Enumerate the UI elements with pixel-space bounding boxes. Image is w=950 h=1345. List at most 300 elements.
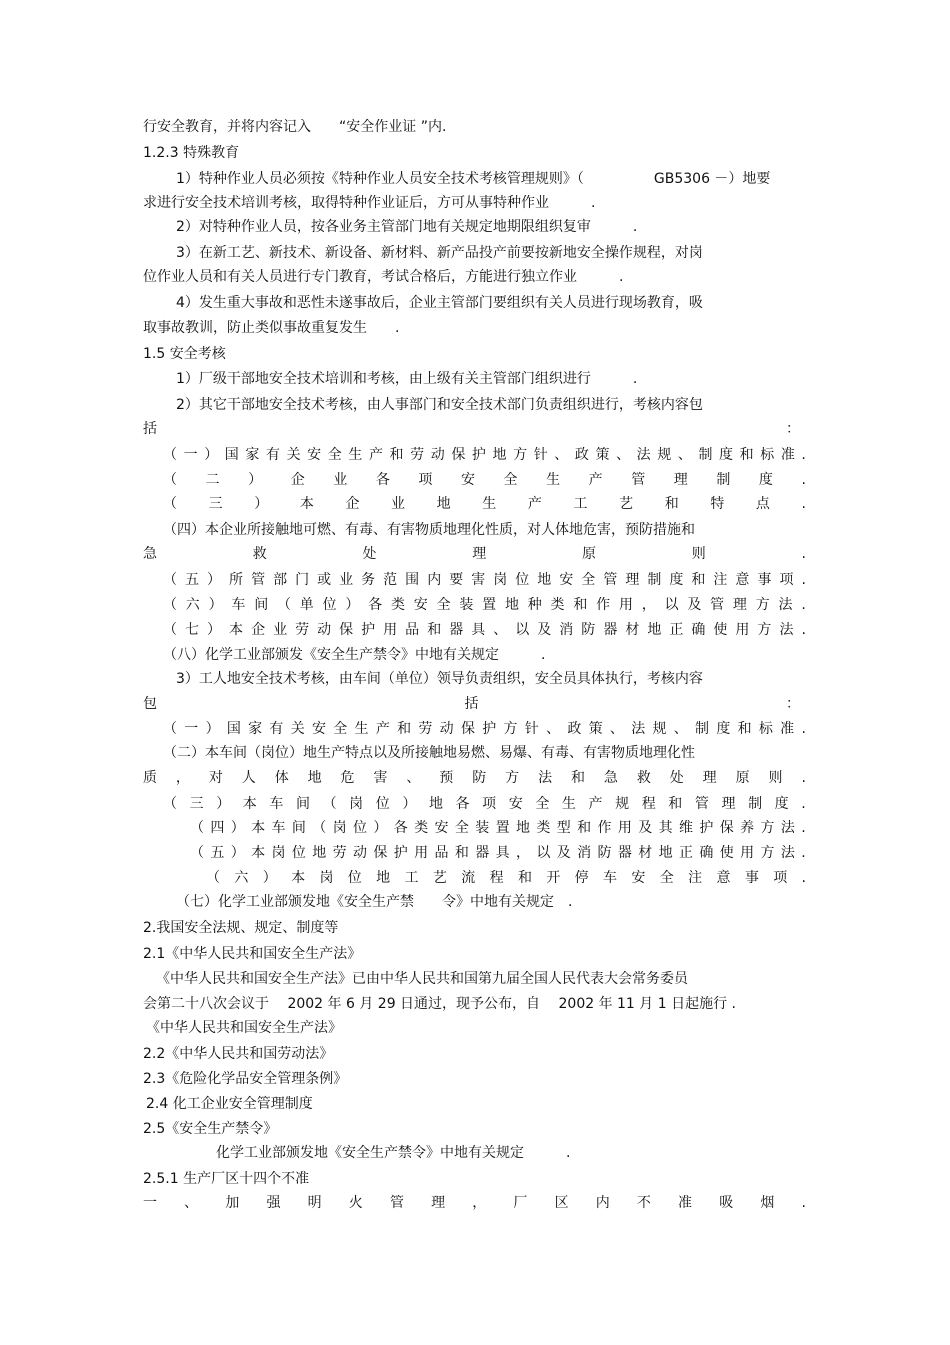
char: 度 bbox=[716, 721, 731, 737]
char: 业 bbox=[273, 622, 288, 638]
char: 安 bbox=[311, 721, 326, 737]
char: （ bbox=[163, 622, 177, 638]
text-line: 1）厂级干部地安全技术培训和考核，由上级有关主管部门组织进行 . bbox=[176, 371, 638, 387]
char: （ bbox=[163, 447, 177, 463]
char: 和 bbox=[739, 447, 754, 463]
char: ） bbox=[254, 496, 269, 512]
char: . bbox=[801, 622, 806, 638]
char: 四 bbox=[210, 820, 225, 836]
char: 度 bbox=[719, 447, 734, 463]
char: 岗 bbox=[271, 845, 286, 861]
char: 原 bbox=[582, 546, 596, 562]
char: 以 bbox=[515, 622, 530, 638]
char: 以 bbox=[536, 845, 551, 861]
char: 人 bbox=[241, 770, 256, 786]
char: 二 bbox=[205, 472, 220, 488]
char: 有 bbox=[265, 447, 280, 463]
char: 理 bbox=[702, 770, 717, 786]
char: 用 bbox=[618, 597, 633, 613]
text-line bbox=[143, 545, 806, 563]
char: 处 bbox=[362, 546, 377, 562]
char: 地 bbox=[658, 845, 673, 861]
char: 保 bbox=[719, 820, 734, 836]
text-line: 1.5 安全考核 bbox=[143, 346, 226, 362]
char: 管 bbox=[389, 1195, 404, 1211]
char: 关 bbox=[286, 447, 301, 463]
char: 项 bbox=[418, 472, 433, 488]
char: 地 bbox=[307, 770, 322, 786]
text-line: 2.4 化工企业安全管理制度 bbox=[146, 1096, 313, 1112]
char: 政 bbox=[567, 721, 582, 737]
char: 生 bbox=[546, 472, 561, 488]
char: 劳 bbox=[295, 622, 310, 638]
text-line bbox=[143, 420, 800, 438]
text-line bbox=[163, 446, 806, 464]
char: ） bbox=[216, 796, 231, 812]
text-line: （二）本车间（岗位）地生产特点以及所接触地易燃、易爆、有毒、有害物质地理化性 bbox=[163, 745, 695, 761]
text-line: 2.1《中华人民共和国安全生产法》 bbox=[143, 946, 362, 962]
char: 、 bbox=[609, 721, 624, 737]
text-line bbox=[163, 621, 806, 639]
char: 法 bbox=[636, 447, 651, 463]
char: 法 bbox=[631, 721, 646, 737]
text-line: 取事故教训，防止类似事故重复发生 . bbox=[143, 320, 400, 336]
text-line: 3）工人地安全技术考核，由车间（单位）领导负责组织，安全员具体执行，考核内容 bbox=[176, 671, 703, 687]
char: 法 bbox=[779, 622, 794, 638]
char: 正 bbox=[669, 622, 684, 638]
char: 危 bbox=[340, 770, 355, 786]
char: 间 bbox=[254, 597, 269, 613]
char: 安 bbox=[434, 820, 449, 836]
char: 、 bbox=[673, 721, 688, 737]
char: 地 bbox=[428, 796, 443, 812]
char: ） bbox=[205, 721, 220, 737]
char: 置 bbox=[482, 597, 497, 613]
char: 保 bbox=[373, 845, 388, 861]
char: . bbox=[801, 820, 806, 836]
char: 生 bbox=[482, 496, 497, 512]
char: 地 bbox=[376, 870, 391, 886]
char: 单 bbox=[299, 597, 314, 613]
char: 家 bbox=[248, 721, 263, 737]
char: 本 bbox=[242, 796, 257, 812]
char: . bbox=[801, 770, 806, 786]
text-line bbox=[190, 844, 806, 862]
char: 、 bbox=[546, 721, 561, 737]
char: ） bbox=[230, 845, 245, 861]
char: 开 bbox=[546, 870, 561, 886]
char: 产 bbox=[588, 472, 603, 488]
char: 厂 bbox=[513, 1195, 528, 1211]
char: 制 bbox=[647, 572, 662, 588]
char: 和 bbox=[517, 870, 532, 886]
char: 作 bbox=[596, 597, 611, 613]
char: 管 bbox=[251, 572, 266, 588]
char: （ bbox=[163, 472, 177, 488]
char: 各 bbox=[375, 472, 390, 488]
char: 和 bbox=[454, 845, 469, 861]
char: 理 bbox=[431, 1195, 446, 1211]
text-line: 求进行安全技术培训考核，取得特种作业证后，方可从事特种作业 . bbox=[143, 195, 596, 211]
char: 用 bbox=[414, 845, 429, 861]
char: 明 bbox=[307, 1195, 322, 1211]
char: 制 bbox=[695, 721, 710, 737]
char: 和 bbox=[397, 721, 412, 737]
char: . bbox=[801, 546, 806, 562]
char: 各 bbox=[393, 820, 408, 836]
char: 五 bbox=[210, 845, 225, 861]
char: 括 bbox=[143, 421, 157, 437]
char: 护 bbox=[699, 820, 714, 836]
char: 地 bbox=[516, 820, 530, 836]
char: 全 bbox=[535, 796, 550, 812]
char: 类 bbox=[414, 820, 429, 836]
char: 动 bbox=[317, 622, 332, 638]
char: ） bbox=[208, 597, 223, 613]
char: 制 bbox=[716, 472, 731, 488]
text-line: 1）特种作业人员必须按《特种作业人员安全技术考核管理规则》（ GB5306 －）地要 bbox=[176, 171, 771, 187]
char: . bbox=[801, 472, 806, 488]
char: 各 bbox=[455, 796, 470, 812]
char: 护 bbox=[482, 721, 497, 737]
char: 程 bbox=[641, 796, 656, 812]
char: ， bbox=[516, 845, 530, 861]
char: 岗 bbox=[332, 820, 347, 836]
char: ： bbox=[786, 696, 800, 712]
char: 地 bbox=[647, 622, 662, 638]
char: 管 bbox=[603, 572, 618, 588]
char: 五 bbox=[185, 572, 200, 588]
char: 规 bbox=[615, 796, 630, 812]
char: 生 bbox=[561, 796, 576, 812]
char: 安 bbox=[307, 447, 322, 463]
char: 产 bbox=[527, 496, 542, 512]
char: 用 bbox=[617, 820, 632, 836]
char: 和 bbox=[691, 572, 706, 588]
char: 安 bbox=[460, 472, 475, 488]
char: 保 bbox=[451, 447, 466, 463]
char: 生 bbox=[354, 721, 369, 737]
char: 、 bbox=[554, 447, 569, 463]
char: 害 bbox=[471, 572, 486, 588]
char: 装 bbox=[459, 597, 474, 613]
text-line bbox=[163, 720, 806, 738]
char: 务 bbox=[361, 572, 376, 588]
char: 及 bbox=[687, 597, 702, 613]
char: 保 bbox=[460, 721, 475, 737]
char: 本 bbox=[291, 870, 306, 886]
char: 门 bbox=[295, 572, 310, 588]
char: 救 bbox=[636, 770, 651, 786]
char: . bbox=[801, 572, 806, 588]
text-line: （七）化学工业部颁发地《安全生产禁 令》中地有关规定 . bbox=[176, 894, 573, 910]
char: 不 bbox=[636, 1195, 651, 1211]
char: 具 bbox=[495, 845, 510, 861]
char: 方 bbox=[505, 770, 520, 786]
char: 器 bbox=[617, 845, 632, 861]
char: 地 bbox=[312, 845, 327, 861]
char: 所 bbox=[229, 572, 244, 588]
char: 岗 bbox=[349, 796, 364, 812]
char: （ bbox=[163, 572, 177, 588]
char: 方 bbox=[755, 597, 770, 613]
char: 项 bbox=[482, 796, 497, 812]
char: 、 bbox=[493, 622, 508, 638]
char: ） bbox=[248, 472, 263, 488]
char: 全 bbox=[503, 472, 518, 488]
text-line bbox=[163, 471, 806, 489]
char: 预 bbox=[439, 770, 454, 786]
char: （ bbox=[163, 496, 177, 512]
char: 位 bbox=[353, 820, 367, 836]
char: 意 bbox=[735, 572, 750, 588]
char: 防 bbox=[581, 622, 596, 638]
char: 事 bbox=[757, 572, 772, 588]
char: 项 bbox=[779, 572, 794, 588]
char: 方 bbox=[503, 721, 518, 737]
text-line: 会第二十八次会议于 2002 年 6 月 29 日通过，现予公布，自 2002 年 11 月 1 日起施行 . bbox=[143, 996, 737, 1012]
char: 度 bbox=[774, 796, 789, 812]
char: 法 bbox=[778, 597, 793, 613]
char: 车 bbox=[271, 820, 286, 836]
char: 特 bbox=[710, 496, 725, 512]
text-line bbox=[143, 769, 806, 787]
char: 法 bbox=[538, 770, 553, 786]
text-line: 《中华人民共和国安全生产法》已由中华人民共和国第九届全国人民代表大会常务委员 bbox=[156, 971, 688, 987]
char: （ bbox=[190, 820, 204, 836]
char: 类 bbox=[550, 597, 565, 613]
char: 三 bbox=[208, 496, 223, 512]
char: 事 bbox=[744, 870, 759, 886]
text-line: 1.2.3 特殊教育 bbox=[143, 145, 240, 161]
char: 急 bbox=[603, 770, 618, 786]
char: 准 bbox=[678, 1195, 693, 1211]
char: 包 bbox=[143, 696, 157, 712]
char: 法 bbox=[780, 820, 795, 836]
char: 和 bbox=[577, 820, 592, 836]
char: . bbox=[801, 721, 806, 737]
char: 防 bbox=[472, 770, 487, 786]
char: 一 bbox=[183, 447, 198, 463]
char: 管 bbox=[694, 796, 709, 812]
char: 防 bbox=[597, 845, 612, 861]
char: 国 bbox=[226, 721, 241, 737]
char: 地 bbox=[492, 447, 507, 463]
char: 护 bbox=[393, 845, 408, 861]
char: 、 bbox=[677, 447, 692, 463]
char: 项 bbox=[773, 870, 788, 886]
char: （ bbox=[163, 597, 177, 613]
char: 和 bbox=[427, 622, 442, 638]
char: 动 bbox=[353, 845, 367, 861]
char: 企 bbox=[345, 496, 360, 512]
char: 业 bbox=[333, 472, 348, 488]
char: 注 bbox=[688, 870, 703, 886]
char: 车 bbox=[231, 597, 246, 613]
char: . bbox=[801, 870, 806, 886]
char: ） bbox=[204, 447, 219, 463]
char: 及 bbox=[638, 820, 653, 836]
char: . bbox=[801, 845, 806, 861]
text-line bbox=[163, 596, 806, 614]
char: （ bbox=[276, 597, 291, 613]
char: 关 bbox=[290, 721, 305, 737]
text-line: 2.我国安全法规、规定、制度等 bbox=[143, 920, 339, 936]
char: 方 bbox=[513, 447, 528, 463]
char: 家 bbox=[245, 447, 260, 463]
char: （ bbox=[206, 870, 220, 886]
char: 本 bbox=[229, 622, 244, 638]
char: 具 bbox=[471, 622, 486, 638]
char: 用 bbox=[383, 622, 398, 638]
char: 器 bbox=[449, 622, 464, 638]
char: . bbox=[801, 1195, 806, 1211]
char: 器 bbox=[603, 622, 618, 638]
text-line bbox=[163, 795, 806, 813]
char: ， bbox=[175, 770, 190, 786]
char: 和 bbox=[668, 796, 683, 812]
text-line: 3）在新工艺、新技术、新设备、新材料、新产品投产前要按新地安全操作规程，对岗 bbox=[176, 245, 703, 261]
text-line: 位作业人员和有关人员进行专门教育，考试合格后，方能进行独立作业 . bbox=[143, 269, 624, 285]
char: 以 bbox=[664, 597, 679, 613]
char: 范 bbox=[383, 572, 398, 588]
text-line: 2）其它干部地安全技术考核，由人事部门和安全技术部门负责组织进行，考核内容包 bbox=[176, 397, 703, 413]
char: 原 bbox=[735, 770, 750, 786]
char: ， bbox=[641, 597, 656, 613]
char: （ bbox=[322, 796, 337, 812]
char: 理 bbox=[732, 597, 747, 613]
char: 和 bbox=[389, 447, 404, 463]
char: 规 bbox=[652, 721, 667, 737]
text-line bbox=[143, 1194, 806, 1212]
char: 处 bbox=[669, 770, 684, 786]
text-line: 行安全教育，并将内容记入 “安全作业证 ”内. bbox=[143, 119, 447, 135]
char: 强 bbox=[266, 1195, 281, 1211]
char: 意 bbox=[716, 870, 731, 886]
char: （ bbox=[163, 721, 177, 737]
char: 保 bbox=[339, 622, 354, 638]
char: 有 bbox=[269, 721, 284, 737]
char: 要 bbox=[449, 572, 464, 588]
char: . bbox=[801, 796, 806, 812]
char: 区 bbox=[554, 1195, 569, 1211]
char: 位 bbox=[291, 845, 306, 861]
char: 间 bbox=[291, 820, 306, 836]
char: 正 bbox=[679, 845, 693, 861]
char: 则 bbox=[768, 770, 783, 786]
char: 、 bbox=[616, 447, 631, 463]
char: 各 bbox=[368, 597, 383, 613]
char: 制 bbox=[748, 796, 763, 812]
char: 、 bbox=[184, 1195, 199, 1211]
char: 产 bbox=[368, 447, 383, 463]
char: 急 bbox=[143, 546, 157, 562]
char: 装 bbox=[475, 820, 490, 836]
char: 制 bbox=[698, 447, 713, 463]
char: 全 bbox=[436, 597, 451, 613]
char: 一 bbox=[184, 721, 199, 737]
char: ， bbox=[472, 1195, 487, 1211]
char: 产 bbox=[588, 796, 603, 812]
char: 间 bbox=[295, 796, 310, 812]
char: 火 bbox=[348, 1195, 363, 1211]
char: 企 bbox=[251, 622, 266, 638]
char: 方 bbox=[760, 845, 775, 861]
char: 安 bbox=[559, 572, 574, 588]
char: 注 bbox=[713, 572, 728, 588]
char: 法 bbox=[780, 845, 795, 861]
text-line: 4）发生重大事故和恶性未遂事故后，企业主管部门要组织有关人员进行现场教育，吸 bbox=[176, 295, 703, 311]
char: 劳 bbox=[418, 721, 433, 737]
char: ） bbox=[345, 597, 360, 613]
char: 使 bbox=[719, 845, 734, 861]
text-line bbox=[163, 495, 806, 513]
char: 救 bbox=[252, 546, 267, 562]
char: 度 bbox=[669, 572, 684, 588]
char: 业 bbox=[391, 496, 406, 512]
char: 策 bbox=[595, 447, 610, 463]
char: 针 bbox=[533, 447, 548, 463]
char: ） bbox=[373, 820, 388, 836]
char: 规 bbox=[657, 447, 672, 463]
char: 全 bbox=[581, 572, 596, 588]
char: 及 bbox=[556, 845, 571, 861]
char: 岗 bbox=[319, 870, 334, 886]
char: 安 bbox=[631, 870, 646, 886]
char: 生 bbox=[348, 447, 363, 463]
char: 管 bbox=[710, 597, 725, 613]
text-line: 2.5《安全生产禁令》 bbox=[143, 1121, 278, 1137]
char: （ bbox=[312, 820, 327, 836]
char: 点 bbox=[755, 496, 770, 512]
text-line: 2）对特种作业人员，按各业务主管部门地有关规定地期限组织复审 . bbox=[176, 219, 638, 235]
char: 品 bbox=[405, 622, 420, 638]
char: 和 bbox=[573, 597, 588, 613]
char: 政 bbox=[574, 447, 589, 463]
char: . bbox=[801, 597, 806, 613]
char: 地 bbox=[504, 597, 519, 613]
char: 本 bbox=[251, 845, 266, 861]
char: 烟 bbox=[760, 1195, 775, 1211]
char: 工 bbox=[404, 870, 419, 886]
char: 质 bbox=[143, 770, 157, 786]
char: ） bbox=[207, 622, 222, 638]
char: 方 bbox=[757, 622, 772, 638]
char: （ bbox=[190, 845, 204, 861]
char: . bbox=[801, 496, 806, 512]
char: 理 bbox=[673, 472, 688, 488]
char: 护 bbox=[361, 622, 376, 638]
char: 材 bbox=[625, 622, 640, 638]
char: 养 bbox=[740, 820, 755, 836]
char: 位 bbox=[375, 796, 390, 812]
char: 部 bbox=[273, 572, 288, 588]
char: 用 bbox=[735, 622, 750, 638]
char: 管 bbox=[631, 472, 646, 488]
char: 安 bbox=[508, 796, 523, 812]
char: 本 bbox=[299, 496, 314, 512]
char: 国 bbox=[224, 447, 239, 463]
text-line: 化学工业部颁发地《安全生产禁令》中地有关规定 . bbox=[216, 1145, 571, 1161]
text-line: 2.5.1 生产厂区十四个不准 bbox=[143, 1171, 310, 1187]
char: 内 bbox=[595, 1195, 610, 1211]
text-line bbox=[190, 819, 806, 837]
char: 置 bbox=[495, 820, 510, 836]
char: ） bbox=[230, 820, 245, 836]
char: 括 bbox=[464, 696, 479, 712]
char: 对 bbox=[208, 770, 223, 786]
char: 及 bbox=[537, 622, 552, 638]
